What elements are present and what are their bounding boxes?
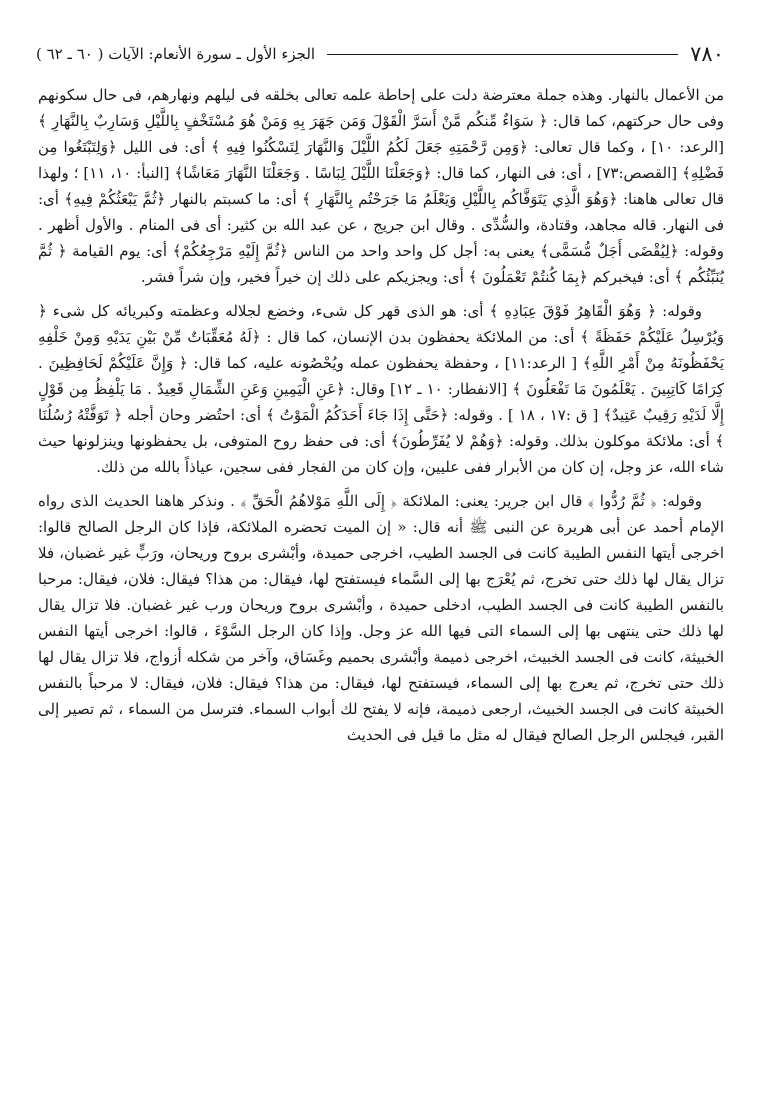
paragraph: من الأعمال بالنهار. وهذه جملة معترضة دلت على إحاطة علمه تعالى بخلقه فى ليلهم ونهارهم، فى حال سكونهم وفى حال حركتهم، كما قال: ﴿ سَوَاءٌ مِّنكُم مَّنْ أَسَرَّ الْقَوْلَ وَمَن جَهَرَ بِهِ وَمَنْ هُوَ مُسْتَخْفٍ بِاللَّيْلِ وَسَارِبٌ بِالنَّهَارِ ﴾ [الرعد: ١٠] ، وكما قال تعالى: ﴿وَمِن رَّحْمَتِهِ جَعَلَ لَكُمُ اللَّيْلَ وَالنَّهَارَ لِتَسْكُنُوا فِيهِ ﴾ أى: فى الليل ﴿وَلِتَبْتَغُوا مِن فَضْلِهِ﴾ [القصص:٧٣] ، أى: فى النهار، كما قال: ﴿وَجَعَلْنَا اللَّيْلَ لِبَاسًا . وَجَعَلْنَا النَّهَارَ مَعَاشًا﴾ [النبأ: ١٠، ١١] ؛ ولهذا قال تعالى هاهنا: ﴿وَهُوَ الَّذِي يَتَوَفَّاكُم بِاللَّيْلِ وَيَعْلَمُ مَا جَرَحْتُم بِالنَّهَارِ ﴾ أى: ما كسبتم بالنهار ﴿ثُمَّ يَبْعَثُكُمْ فِيهِ﴾ أى: فى النهار. قاله مجاهد، وقتادة، والسُّدِّى . وقال ابن جريج ، عن عبد الله بن كثير: أى فى المنام . والأول أظهر . وقوله: ﴿لِيُقْضَى أَجَلٌ مُّسَمًّى﴾ يعنى به: أجل كل واحد واحد من الناس ﴿ثُمَّ إِلَيْهِ مَرْجِعُكُمْ﴾ أى: يوم القيامة ﴿ ثُمَّ يُنَبِّئُكُم ﴾ أى: فيخبركم ﴿بِمَا كُنتُمْ تَعْمَلُونَ ﴾ أى: ويجزيكم على ذلك إن خيراً فخير، وإن شراً فشر.	[38, 86, 725, 286]
page-body	[38, 82, 724, 756]
paragraph: وقوله: ﴿ وَهُوَ الْقَاهِرُ فَوْقَ عِبَادِهِ ﴾ أى: هو الذى قهر كل شىء، وخضع لجلاله وعظمته وكبريائه كل شىء ﴿ وَيُرْسِلُ عَلَيْكُمْ حَفَظَةً ﴾ أى: من الملائكة يحفظون بدن الإنسان، كما قال : ﴿لَهُ مُعَقِّبَاتٌ مِّنْ بَيْنِ يَدَيْهِ وَمِنْ خَلْفِهِ يَحْفَظُونَهُ مِنْ أَمْرِ اللَّهِ﴾ [ الرعد:١١] ، وحفظة يحفظون عمله ويُحْصُونه عليه، كما قال: ﴿ وَإِنَّ عَلَيْكُمْ لَحَافِظِينَ . كِرَامًا كَاتِبِينَ . يَعْلَمُونَ مَا تَفْعَلُونَ ﴾ [الانفطار: ١٠ ـ ١٢] وقال: ﴿عَنِ الْيَمِينِ وَعَنِ الشِّمَالِ قَعِيدٌ . مَا يَلْفِظُ مِن قَوْلٍ إِلَّا لَدَيْهِ رَقِيبٌ عَتِيدٌ﴾ [ ق :١٧ ، ١٨ ] . وقوله: ﴿حَتَّى إِذَا جَاءَ أَحَدَكُمُ الْمَوْتُ ﴾ أى: احتُضر وحان أجله ﴿ تَوَفَّتْهُ رُسُلُنَا ﴾ أى: ملائكة موكلون بذلك. وقوله: ﴿وَهُمْ لا يُفَرِّطُونَ﴾ أى: فى حفظ روح المتوفى، بل يحفظونها وينزلونها حيث شاء الله، عز وجل، إن كان من الأبرار ففى عليين، وإن كان من الفجار ففى سجين، عياذاً بالله من ذلك.	[38, 302, 725, 476]
page-header	[36, 40, 724, 68]
running-title: الجزء الأول ـ سورة الأنعام: الآيات ( ٦٠ ـ ٦٢ )	[36, 45, 316, 63]
header-rule	[327, 54, 678, 55]
paragraph: وقوله: ﴿ ثُمَّ رُدُّوا ﴾ قال ابن جرير: يعنى: الملائكة ﴿ إِلَى اللَّهِ مَوْلاهُمُ الْحَقِّ ﴾ . ونذكر هاهنا الحديث الذى رواه الإمام أحمد عن أبى هريرة عن النبى ﷺ أنه قال: « إن الميت تحضره الملائكة، فإذا كان الرجل الصالح قالوا: اخرجى أيتها النفس الطيبة كانت فى الجسد الطيب، اخرجى حميدة، وأبْشرى بروح وريحان، ورَبٍّ غير غضبان، فلا تزال يقال لها ذلك حتى تخرج، ثم يُعْرَج بها إلى السَّماء فيستفتح لها، فيقال: من هذا؟ فيقال: فلان، فيقال: مرحبا بالنفس الطيبة كانت فى الجسد الطيب، ادخلى حميدة ، وأبْشرى بروح وريحان ورب غير غضبان. فلا تزال يقال لها ذلك حتى ينتهى بها إلى السماء التى فيها الله عز وجل. وإذا كان الرجل السَّوْءَ ، قالوا: اخرجى أيتها النفس الخبيثة، كانت فى الجسد الخبيث، اخرجى ذميمة وأبْشرى بحميم وغَسَاق، وآخر من شكله أزواج، فلا تزال يقال لها ذلك حتى تخرج، ثم يعرج بها إلى السماء، فيستفتح لها، فيقال: من هذا؟ فيقال: فلان، فيقال: لا مرحباً بالنفس الخبيثة كانت فى الجسد الخبيث، ارجعى ذميمة، فإنه لا يفتح لك أبواب السماء. فترسل من السماء ، ثم تصير إلى القبر، فيجلس الرجل الصالح فيقال له مثل ما قيل فى الحديث	[38, 492, 724, 744]
page-number: ٧٨٠	[690, 42, 724, 66]
